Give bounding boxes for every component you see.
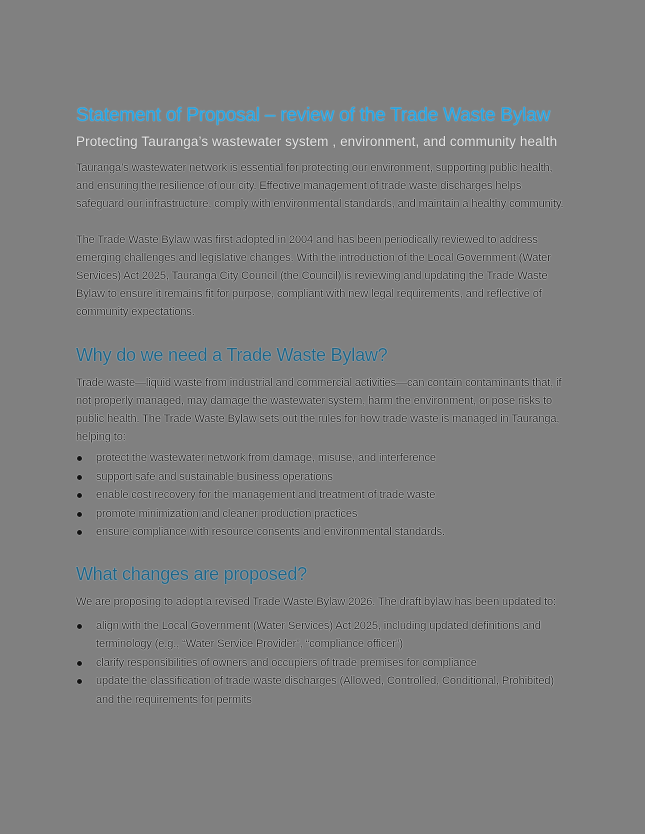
document-subtitle: Protecting Tauranga’s wastewater system , environment, and community health <box>76 134 558 149</box>
list-item <box>76 523 568 542</box>
bullet-icon <box>77 624 82 629</box>
section-paragraph-why: Trade waste—liquid waste from industrial and commercial activities—can contain contaminants that, if not properly managed, may damage the wastewater system, harm the environment, or pose risks to public health. The Trade Waste Bylaw sets out the rules for how trade waste is managed in Tauranga, helping to: <box>76 377 562 443</box>
bullet-icon <box>77 493 82 498</box>
bullet-icon <box>77 679 82 684</box>
section-heading-what: What changes are proposed? <box>76 563 307 584</box>
list-item-text: update the classification of trade waste discharges (Allowed, Controlled, Conditional, Prohibited) and the requirements for permits <box>96 675 554 706</box>
list-item <box>76 672 568 709</box>
list-item-text: support safe and sustainable business operations <box>96 470 333 483</box>
bullet-icon <box>77 512 82 517</box>
section-paragraph-what: We are proposing to adopt a revised Trade Waste Bylaw 2026. The draft bylaw has been updated to: <box>76 595 556 608</box>
bullet-list-what <box>76 617 568 710</box>
list-item-text: promote minimization and cleaner production practices <box>96 507 358 520</box>
list-item <box>76 449 568 468</box>
intro-paragraph-2: The Trade Waste Bylaw was first adopted in 2004 and has been periodically reviewed to address emerging challenges and legislative changes. With the introduction of the Local Government (Water Services) Act 2025, Tauranga City Council (the Council) is reviewing and updating the Trade Waste Bylaw to ensure it remains fit for purpose, compliant with new legal requirements, and reflective of community expectations. <box>76 234 551 318</box>
list-item <box>76 468 568 487</box>
list-item-text: protect the wastewater network from damage, misuse, and interference <box>96 452 436 464</box>
list-item <box>76 486 568 505</box>
bullet-list-why <box>76 449 568 542</box>
intro-paragraph-1: Tauranga’s wastewater network is essential for protecting our environment, supporting public health, and ensuring the resilience of our city. Effective management of trade waste discharges helps safeguard our infrastructure, comply with environmental standards, and maintain a healthy community. <box>76 162 564 210</box>
bullet-icon <box>77 475 82 480</box>
bullet-icon <box>77 661 82 666</box>
list-item <box>76 505 568 524</box>
list-item-text: ensure compliance with resource consents and environmental standards. <box>96 526 445 538</box>
list-item <box>76 617 568 654</box>
bullet-icon <box>77 530 82 535</box>
list-item <box>76 654 568 673</box>
list-item-text: enable cost recovery for the management and treatment of trade waste <box>96 489 436 501</box>
section-heading-why: Why do we need a Trade Waste Bylaw? <box>76 345 388 365</box>
bullet-icon <box>77 456 82 461</box>
document-page <box>76 104 568 709</box>
list-item-text: align with the Local Government (Water Services) Act 2025, including updated definitions and terminology (e.g., “Water Service Provider”, “compliance officer”) <box>96 619 541 650</box>
list-item-text: clarify responsibilities of owners and occupiers of trade premises for compliance <box>96 656 477 669</box>
document-title: Statement of Proposal – review of the Trade Waste Bylaw <box>76 105 551 126</box>
